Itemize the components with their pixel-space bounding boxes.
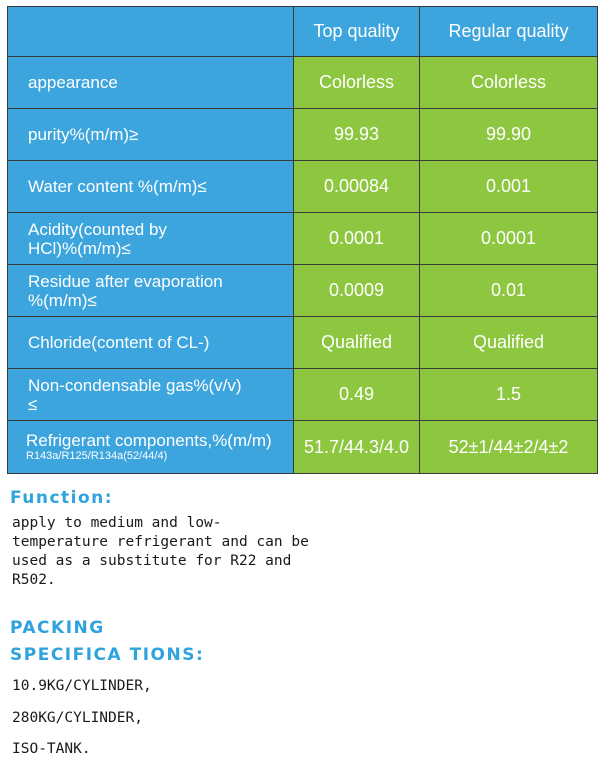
row-label-cell: [8, 421, 294, 474]
row-label: appearance: [8, 57, 294, 109]
regular-quality-value: 52±1/44±2/4±2: [420, 421, 598, 474]
header-regular-quality: Regular quality: [420, 7, 598, 57]
table-row: [8, 109, 598, 161]
regular-quality-value: 1.5: [420, 369, 598, 421]
row-label: purity%(m/m)≥: [8, 109, 294, 161]
row-label: Acidity(counted by HCl)%(m/m)≤: [8, 213, 294, 265]
table-row: [8, 57, 598, 109]
packing-item: 280KG/CYLINDER,: [12, 710, 143, 726]
table-row: [8, 213, 598, 265]
header-blank-cell: [8, 7, 294, 57]
regular-quality-value: 99.90: [420, 109, 598, 161]
row-label: Water content %(m/m)≤: [8, 161, 294, 213]
row-label: Refrigerant components,%(m/m): [26, 431, 272, 450]
spec-table: [7, 6, 598, 474]
row-sublabel: R143a/R125/R134a(52/44/4): [26, 450, 168, 462]
packing-heading: PACKING SPECIFICA TIONS:: [10, 618, 205, 665]
top-quality-value: 0.00084: [294, 161, 420, 213]
table-row: [8, 421, 598, 474]
packing-item: 10.9KG/CYLINDER,: [12, 678, 152, 694]
table-row: [8, 161, 598, 213]
table-row: [8, 369, 598, 421]
regular-quality-value: 0.001: [420, 161, 598, 213]
top-quality-value: 99.93: [294, 109, 420, 161]
top-quality-value: 51.7/44.3/4.0: [294, 421, 420, 474]
regular-quality-value: Colorless: [420, 57, 598, 109]
row-label: Residue after evaporation %(m/m)≤: [8, 265, 294, 317]
top-quality-value: 0.0009: [294, 265, 420, 317]
function-text: apply to medium and low-temperature refrigerant and can be used as a substitute for R22 and R502.: [12, 515, 309, 588]
top-quality-value: 0.49: [294, 369, 420, 421]
function-heading: Function:: [10, 488, 114, 508]
row-label: Chloride(content of CL-): [8, 317, 294, 369]
packing-item: ISO-TANK.: [12, 741, 91, 757]
regular-quality-value: Qualified: [420, 317, 598, 369]
table-row: [8, 265, 598, 317]
table-header-row: [8, 7, 598, 57]
regular-quality-value: 0.01: [420, 265, 598, 317]
table-row: [8, 317, 598, 369]
top-quality-value: 0.0001: [294, 213, 420, 265]
top-quality-value: Colorless: [294, 57, 420, 109]
row-label: Non-condensable gas%(v/v) ≤: [8, 369, 294, 421]
header-top-quality: Top quality: [294, 7, 420, 57]
top-quality-value: Qualified: [294, 317, 420, 369]
regular-quality-value: 0.0001: [420, 213, 598, 265]
